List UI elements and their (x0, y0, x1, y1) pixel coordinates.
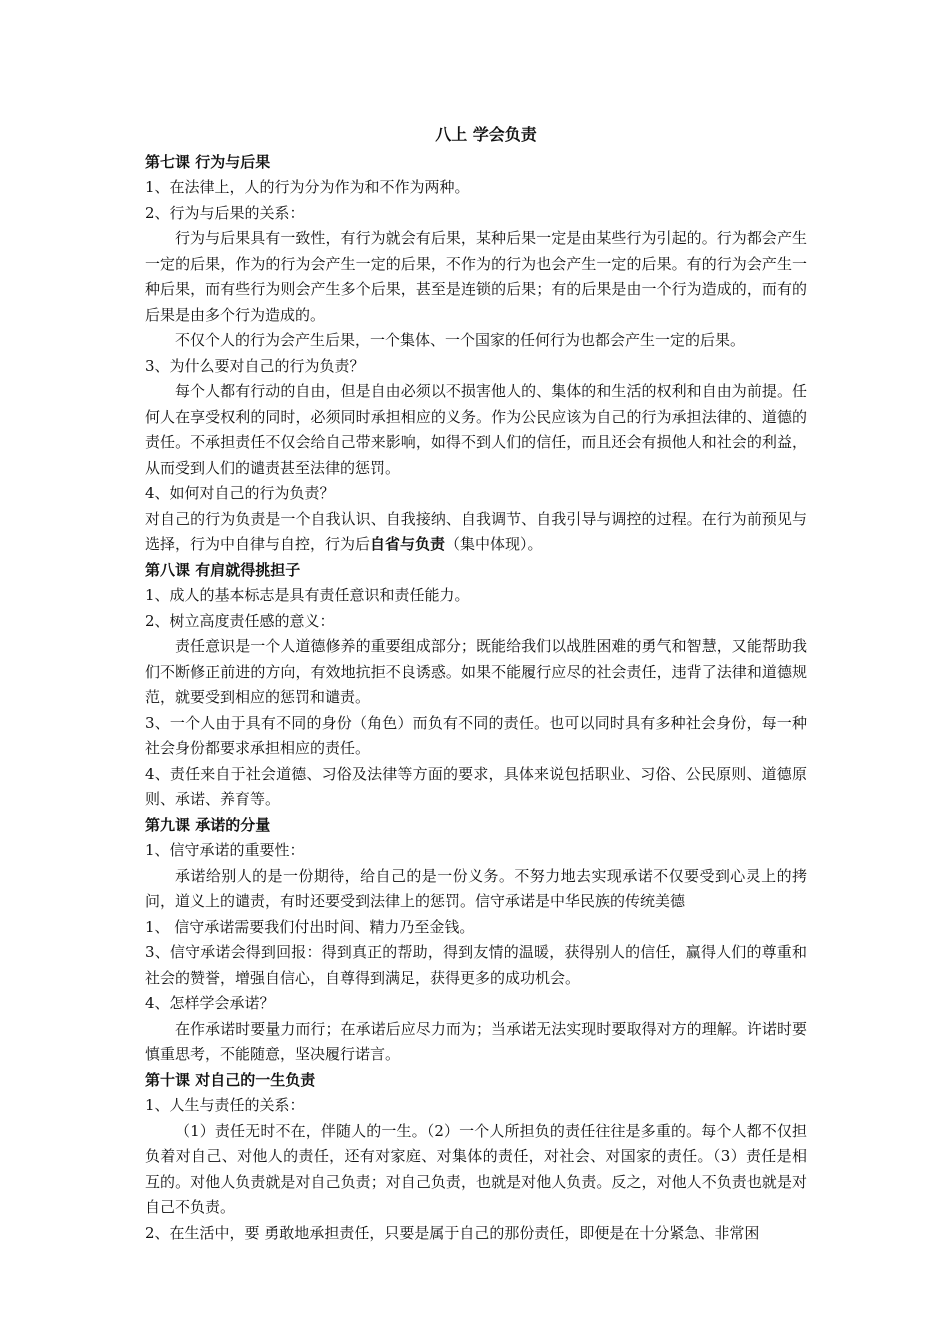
paragraph: 3、信守承诺会得到回报：得到真正的帮助，得到友情的温暖，获得别人的信任，赢得人们的尊重和社会的赞誉，增强自信心，自尊得到满足，获得更多的成功机会。 (145, 943, 807, 987)
bold-text: 自省与负责 (370, 535, 446, 553)
paragraph: （1）责任无时不在，伴随人的一生。（2）一个人所担负的责任往往是多重的。每个人都不仅担负着对自己、对他人的责任，还有对家庭、对集体的责任，对社会、对国家的责任。（3）责任是相互的。对他人负责就是对自己负责；对自己负责，也就是对他人负责。反之，对他人不负责也就是对自己不负责。 (145, 1121, 807, 1216)
paragraph: 不仅个人的行为会产生后果，一个集体、一个国家的任何行为也都会产生一定的后果。 (175, 331, 746, 349)
paragraph (145, 507, 807, 558)
paragraph: 2、行为与后果的关系： (145, 203, 305, 222)
paragraph: 每个人都有行动的自由，但是自由必须以不损害他人的、集体的和生活的权利和自由为前提。任何人在享受权利的同时，必须同时承担相应的义务。作为公民应该为自己的行为承担法律的、道德的责任。不承担责任不仅会给自己带来影响，如得不到人们的信任，而且还会有损他人和社会的利益，从而受到人们的谴责甚至法律的惩罚。 (145, 382, 807, 477)
paragraph: 责任意识是一个人道德修养的重要组成部分；既能给我们以战胜困难的勇气和智慧，又能帮助我们不断修正前进的方向，有效地抗拒不良诱惑。如果不能履行应尽的社会责任，违背了法律和道德规范，就要受到相应的惩罚和谴责。 (145, 637, 807, 706)
text-run: 对自己的行为负责是一个自我认识、自我接纳、自我调节、自我引导与调控的过程。在行为前预见与选择，行为中自律与自控，行为后 (145, 509, 807, 553)
paragraph: 承诺给别人的是一份期待，给自己的是一份义务。不努力地去实现承诺不仅要受到心灵上的拷问，道义上的谴责，有时还要受到法律上的惩罚。信守承诺是中华民族的传统美德 (145, 866, 807, 910)
document-title: 八上 学会负责 (435, 125, 537, 144)
paragraph: 3、为什么要对自己的行为负责？ (145, 356, 365, 375)
lesson-heading: 第八课 有肩就得挑担子 (145, 560, 301, 579)
lesson-heading: 第十课 对自己的一生负责 (145, 1070, 316, 1089)
paragraph: 1、 信守承诺需要我们付出时间、精力乃至金钱。 (145, 917, 475, 936)
lesson-heading: 第七课 行为与后果 (145, 152, 271, 171)
document-body (145, 122, 807, 1246)
paragraph: 2、在生活中，要 勇敢地承担责任，只要是属于自己的那份责任，即便是在十分紧急、非常困 (145, 1223, 760, 1242)
paragraph: 4、如何对自己的行为负责？ (145, 484, 335, 502)
text-run: （集中体现）。 (445, 535, 543, 553)
lesson-heading: 第九课 承诺的分量 (145, 815, 271, 834)
paragraph: 3、一个人由于具有不同的身份（角色）而负有不同的责任。也可以同时具有多种社会身份，每一种社会身份都要求承担相应的责任。 (145, 713, 807, 757)
paragraph: 1、信守承诺的重要性： (145, 841, 305, 859)
paragraph: 4、责任来自于社会道德、习俗及法律等方面的要求，具体来说包括职业、习俗、公民原则、道德原则、承诺、养育等。 (145, 764, 807, 808)
paragraph: 1、人生与责任的关系： (145, 1096, 305, 1114)
paragraph: 2、树立高度责任感的意义： (145, 611, 335, 630)
paragraph: 1、成人的基本标志是具有责任意识和责任能力。 (145, 586, 470, 604)
paragraph: 行为与后果具有一致性，有行为就会有后果，某种后果一定是由某些行为引起的。行为都会产生一定的后果，作为的行为会产生一定的后果，不作为的行为也会产生一定的后果。有的行为会产生一种后果，而有些行为则会产生多个后果，甚至是连锁的后果；有的后果是由一个行为造成的，而有的后果是由多个行为造成的。 (145, 229, 807, 324)
paragraph: 4、怎样学会承诺？ (145, 994, 275, 1012)
paragraph: 1、在法律上，人的行为分为作为和不作为两种。 (145, 178, 470, 196)
paragraph: 在作承诺时要量力而行；在承诺后应尽力而为；当承诺无法实现时要取得对方的理解。许诺时要慎重思考，不能随意，坚决履行诺言。 (145, 1019, 807, 1063)
